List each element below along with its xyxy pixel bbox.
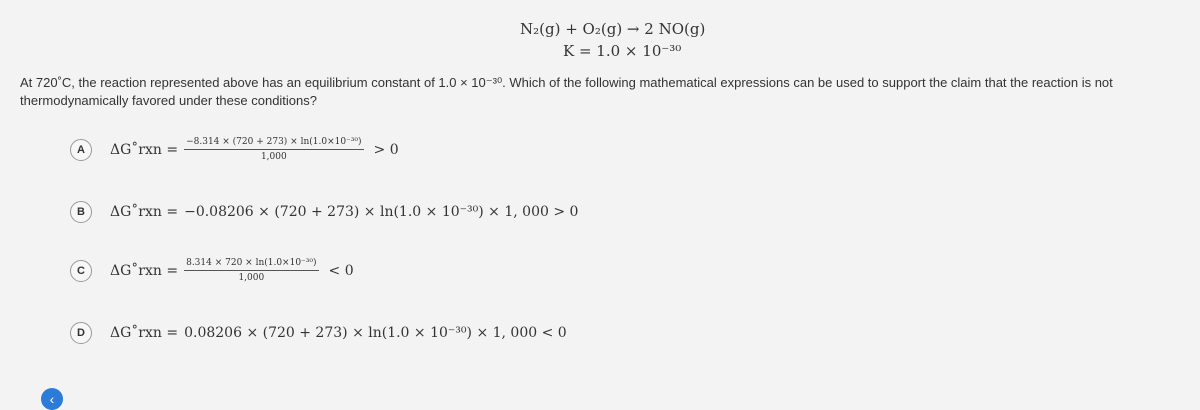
option-c-comparison: < 0 [328, 262, 354, 279]
option-a-numerator: −8.314 × (720 + 273) × ln(1.0×10⁻³⁰) [184, 137, 363, 150]
option-a-fraction [184, 137, 363, 162]
option-b-lhs: ΔG˚rxn = [110, 204, 179, 220]
option-d[interactable] [70, 322, 567, 344]
option-b-letter[interactable]: B [70, 201, 92, 223]
option-c[interactable] [70, 258, 354, 283]
equilibrium-constant: K = 1.0 × 10⁻³⁰ [563, 42, 682, 60]
option-c-numerator: 8.314 × 720 × ln(1.0×10⁻³⁰) [184, 258, 318, 271]
option-c-denominator: 1,000 [238, 273, 265, 283]
option-c-fraction [184, 258, 318, 283]
option-a[interactable] [70, 137, 399, 162]
option-a-letter[interactable]: A [70, 139, 92, 161]
option-d-expression: 0.08206 × (720 + 273) × ln(1.0 × 10⁻³⁰) × 1, 000 < 0 [184, 325, 567, 341]
option-b[interactable] [70, 201, 578, 223]
reaction-block [520, 20, 706, 60]
option-a-lhs: ΔG˚rxn = [110, 141, 179, 158]
chevron-left-icon[interactable]: ‹ [41, 388, 63, 410]
option-c-letter[interactable]: C [70, 260, 92, 282]
question-text: At 720˚C, the reaction represented above has an equilibrium constant of 1.0 × 10⁻³⁰. Which of the following mathematical expressions can be used to support the claim that the reaction is not thermodynamically favored under these conditions? [20, 75, 1113, 108]
option-d-lhs: ΔG˚rxn = [110, 325, 179, 341]
option-a-comparison: > 0 [373, 141, 399, 158]
option-a-denominator: 1,000 [260, 152, 287, 162]
option-c-lhs: ΔG˚rxn = [110, 262, 179, 279]
option-b-expression: −0.08206 × (720 + 273) × ln(1.0 × 10⁻³⁰) × 1, 000 > 0 [184, 204, 579, 220]
option-d-letter[interactable]: D [70, 322, 92, 344]
reaction-equation: N₂(g) + O₂(g) → 2 NO(g) [520, 20, 706, 38]
